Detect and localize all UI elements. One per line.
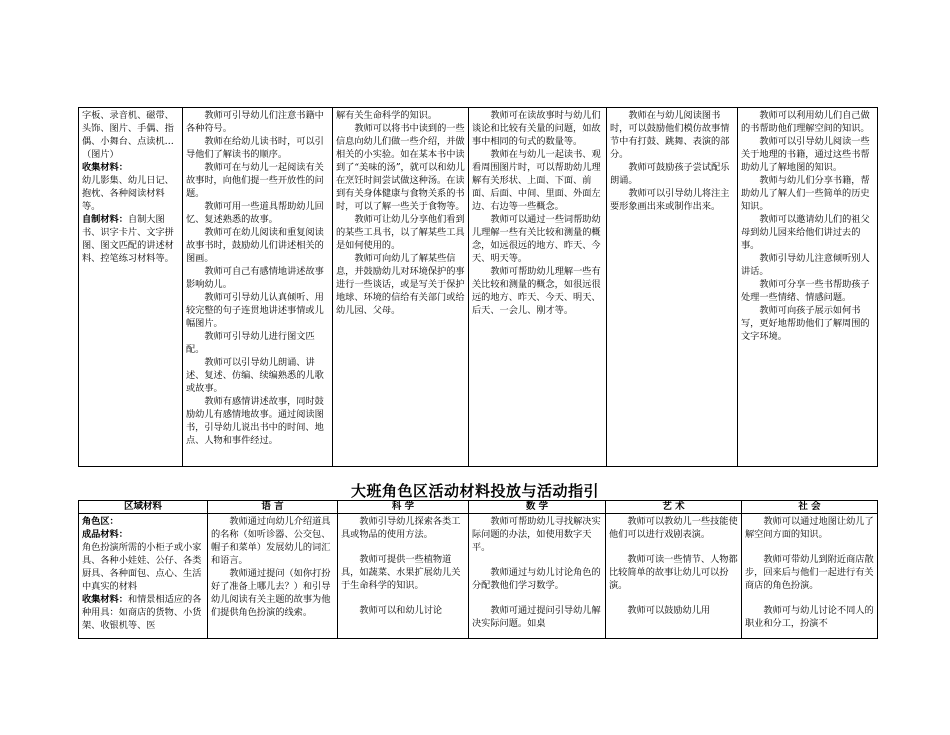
society-paragraph: 教师引导幼儿注意倾听别人讲话。 xyxy=(741,253,870,277)
role-art-paragraph: 教师可以鼓励幼儿用 xyxy=(627,605,711,616)
role-math-paragraph: 教师可帮助幼儿寻找解决实际问题的办法，如使用数字天平。 xyxy=(472,516,601,553)
table-header-row xyxy=(79,501,878,514)
role-society-paragraph: 教师可以通过地图让幼儿了解空间方面的知识。 xyxy=(745,516,874,540)
collected-materials xyxy=(82,593,204,632)
math-paragraph: 教师可帮助幼儿理解一些有关比较和测量的概念，如很远很远的地方、昨天、今天、明天、后天、一会儿、刚才等。 xyxy=(472,266,601,316)
language-paragraph: 教师可用一些道具帮助幼儿回忆、复述熟悉的故事。 xyxy=(186,201,324,225)
society-paragraph: 教师可向孩子展示如何书写，更好地帮助他们了解周围的文字环境。 xyxy=(741,305,870,342)
homemade-materials xyxy=(82,213,179,265)
society-cell xyxy=(738,108,878,467)
materials-list: 字板、录音机、磁带、头饰、图片、手偶、指偶、小舞台、点读机…（图片） xyxy=(82,110,174,160)
role-language-cell xyxy=(208,514,338,639)
role-society-cell xyxy=(742,514,878,639)
role-area-name: 角色区： xyxy=(82,516,119,527)
language-paragraph: 教师可引导幼儿认真倾听、用较完整的句子连贯地讲述事情或儿幅图片。 xyxy=(186,292,324,329)
art-cell xyxy=(607,108,738,467)
section-title: 大班角色区活动材料投放与活动指引 xyxy=(350,482,599,500)
role-art-cell xyxy=(606,514,742,639)
science-paragraph: 教师可向幼儿了解某些信息，并鼓励幼儿对环境保护的事进行一些谈话，或是写关于保护地球、环境的信给有关部门或给幼儿园、父母。 xyxy=(336,253,465,316)
collected-materials-text: 和情景相适应的各种用具：如商店的货物、小货架、收银机等、医 xyxy=(82,594,202,631)
science-paragraph: 解有关生命科学的知识。 xyxy=(336,110,438,121)
role-math-paragraph: 教师可通过提问引导幼儿解决实际问题。如桌 xyxy=(472,605,601,629)
role-art-paragraph: 教师可以教幼儿一些技能使他们可以进行戏剧表演。 xyxy=(609,516,738,540)
role-area-materials-cell xyxy=(79,514,208,639)
header-art: 艺 术 xyxy=(606,501,742,514)
math-paragraph: 教师在与幼儿一起读书、观看周围图片时，可以帮助幼儿理解有关形状、上面、下面、前面、后面、中间、里面、外面左边、右边等一些概念。 xyxy=(472,149,601,212)
science-cell xyxy=(333,108,469,467)
language-paragraph: 教师有感情讲述故事，同时鼓励幼儿有感情地故事。通过阅读图书，引导幼儿说出书中的时间、地点、人物和事件经过。 xyxy=(186,396,324,446)
society-paragraph: 教师可以邀请幼儿们的祖父母到幼儿园来给他们讲过去的事。 xyxy=(741,214,870,251)
math-paragraph: 教师可以通过一些词帮助幼儿理解一些有关比较和测量的概念，如远很远的地方、昨天、今天、明天等。 xyxy=(472,214,601,264)
table-row xyxy=(79,514,878,639)
header-math: 数 学 xyxy=(469,501,606,514)
language-paragraph: 教师可自己有感情地讲述故事影响幼儿。 xyxy=(186,266,324,290)
role-math-cell xyxy=(469,514,606,639)
top-activity-table xyxy=(78,107,878,467)
society-paragraph: 教师可分享一些书帮助孩子处理一些情绪、情感问题。 xyxy=(741,279,870,303)
role-science-cell xyxy=(338,514,469,639)
header-area-materials: 区域材料 xyxy=(79,501,208,514)
science-paragraph: 教师可让幼儿分享他们看到的某些工具书，以了解某些工具是如何使用的。 xyxy=(336,214,465,251)
language-cell xyxy=(183,108,333,467)
role-language-paragraph: 教师通过提问（如你打扮好了准备上哪儿去？）和引导幼儿阅读有关主题的故事为他们提供角色扮演的线索。 xyxy=(211,568,331,618)
role-math-paragraph: 教师通过与幼儿讨论角色的分配教他们学习数学。 xyxy=(472,567,601,591)
finished-materials-label: 成品材料： xyxy=(82,529,128,540)
finished-materials-text: 角色扮演所需的小柜子或小家具、各种小娃娃、公仔、各类厨具、各种面包、点心、生活中真实的材料 xyxy=(82,542,202,592)
role-language-paragraph: 教师通过向幼儿介绍道具的名称（如听诊器、公交包、帽子和菜单）发展幼儿的词汇和语言。 xyxy=(211,516,331,566)
header-language: 语 言 xyxy=(208,501,338,514)
math-cell xyxy=(469,108,607,467)
header-science: 科 学 xyxy=(338,501,469,514)
art-paragraph: 教师可以引导幼儿将注主要形象画出来或制作出来。 xyxy=(610,188,730,212)
collected-materials-label: 收集材料： xyxy=(82,162,128,173)
role-science-paragraph: 教师引导幼儿探索各类工具或物品的使用方法。 xyxy=(341,516,461,540)
science-paragraph: 教师可以将书中读到的一些信息向幼儿们做一些介绍，并做相关的小实验。如在某本书中读到了“美味的汤”，就可以和幼儿在烹饪时间尝试做这种汤。在读到有关身体健康与食物关系的书时，可以了解一些关于食物等。 xyxy=(336,123,465,212)
role-society-paragraph: 教师可带幼儿到附近商店散步，回来后与他们一起进行有关商店的角色扮演。 xyxy=(745,554,874,591)
language-paragraph: 教师可在幼儿阅读和重复阅读故事书时，鼓励幼儿们讲述相关的图画。 xyxy=(186,227,324,264)
table-row xyxy=(79,108,878,467)
language-paragraph: 教师可引导幼儿们注意书籍中各种符号。 xyxy=(186,110,324,134)
role-science-paragraph: 教师可提供一些植物道具，如蔬菜、水果扩展幼儿关于生命科学的知识。 xyxy=(341,554,461,591)
homemade-materials-label: 自制材料： xyxy=(82,214,128,225)
role-science-paragraph: 教师可以和幼儿讨论 xyxy=(359,605,443,616)
language-paragraph: 教师可在与幼儿一起阅读有关故事时，向他们提一些开放性的问题。 xyxy=(186,162,324,199)
collected-materials-text: 幼儿影集、幼儿日记、抱枕、各种阅读材料等。 xyxy=(82,175,174,212)
art-paragraph: 教师在与幼儿阅读图书时，可以鼓励他们模仿故事情节中有打鼓、跳舞、表演的部分。 xyxy=(610,110,730,160)
role-area-table xyxy=(78,500,878,639)
materials-cell xyxy=(79,108,183,467)
collected-materials-label: 收集材料： xyxy=(82,594,128,605)
language-paragraph: 教师在给幼儿读书时，可以引导他们了解读书的顺序。 xyxy=(186,136,324,160)
role-society-paragraph: 教师可与幼儿讨论不同人的职业和分工，扮演不 xyxy=(745,605,874,629)
header-society: 社 会 xyxy=(742,501,878,514)
role-art-paragraph: 教师可读一些情节、人物都比较简单的故事让幼儿可以扮演。 xyxy=(609,554,738,591)
society-paragraph: 教师与幼儿们分享书籍，帮助幼儿了解人们一些简单的历史知识。 xyxy=(741,175,870,212)
language-paragraph: 教师可引导幼儿进行图文匹配。 xyxy=(186,331,315,355)
art-paragraph: 教师可鼓励孩子尝试配乐朗诵。 xyxy=(610,162,730,186)
language-paragraph: 教师可以引导幼儿朗诵、讲述、复述、仿编、续编熟悉的儿歌或故事。 xyxy=(186,357,324,394)
society-paragraph: 教师可以引导幼儿阅读一些关于地理的书籍，通过这些书帮助幼儿了解地图的知识。 xyxy=(741,136,870,173)
math-paragraph: 教师可在读故事时与幼儿们谈论和比较有关量的问题，如故事中相同的句式的数量等。 xyxy=(472,110,601,147)
society-paragraph: 教师可以利用幼儿们自己做的书帮助他们理解空间的知识。 xyxy=(741,110,870,134)
homemade-materials-text: 自制大图书、识字卡片、文字拼图、图文匹配的讲述材料、控笔练习材料等。 xyxy=(82,214,174,264)
